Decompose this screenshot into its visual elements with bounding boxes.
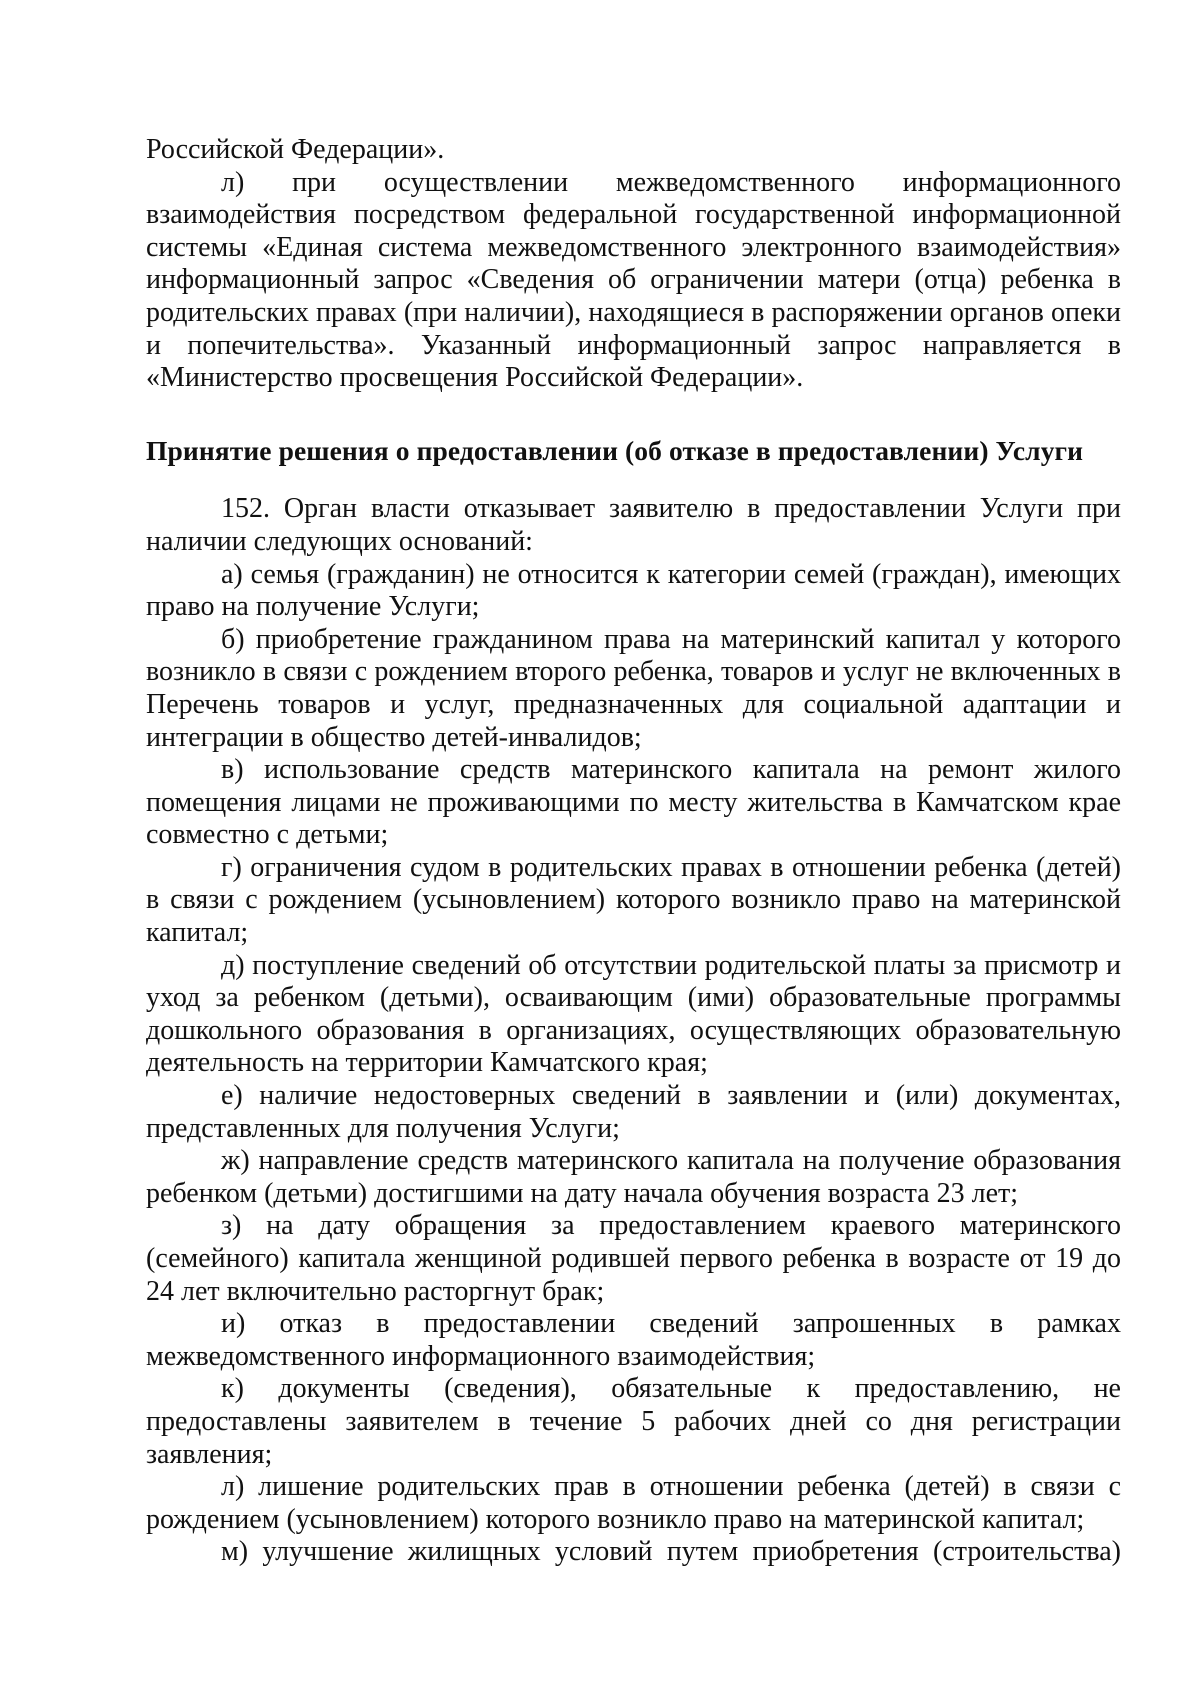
list-item-m: м) улучшение жилищных условий путем приобретения (строительства) (221, 1536, 1121, 1568)
paragraph-152: 152. Орган власти отказывает заявителю в предоставлении Услуги при наличии следующих оснований: (146, 493, 1121, 557)
list-item-e: е) наличие недостоверных сведений в заявлении и (или) документах, представленных для получения Услуги; (146, 1080, 1121, 1144)
continuation-line: Российской Федерации». (146, 134, 445, 165)
list-item-l-prev: л) при осуществлении межведомственного информационного взаимодействия посредством федеральной государственной информационной системы «Единая система межведомственного электронного взаимодействия» информационный запрос «Сведения об ограничении матери (отца) ребенка в родительских правах (при наличии), находящиеся в распоряжении органов опеки и попечительства». Указанный информационный запрос направляется в «Министерство просвещения Российской Федерации». (146, 166, 1121, 394)
list-item-i: и) отказ в предоставлении сведений запрошенных в рамках межведомственного информационного взаимодействия; (146, 1308, 1121, 1372)
list-item-v: в) использование средств материнского капитала на ремонт жилого помещения лицами не проживающими по месту жительства в Камчатском крае совместно с детьми; (146, 754, 1121, 851)
list-item-b: б) приобретение гражданином права на материнский капитал у которого возникло в связи с рождением второго ребенка, товаров и услуг не включенных в Перечень товаров и услуг, предназначенных для социальной адаптации и интеграции в общество детей-инвалидов; (146, 623, 1121, 753)
document-page (146, 134, 1121, 1569)
list-item-k: к) документы (сведения), обязательные к предоставлению, не предоставлены заявителем в течение 5 рабочих дней со дня регистрации заявления; (146, 1373, 1121, 1470)
list-item-a: а) семья (гражданин) не относится к категории семей (граждан), имеющих право на получение Услуги; (146, 558, 1121, 623)
list-item-zh: ж) направление средств материнского капитала на получение образования ребенком (детьми) достигшими на дату начала обучения возраста 23 лет; (146, 1145, 1121, 1209)
list-item-d: д) поступление сведений об отсутствии родительской платы за присмотр и уход за ребенком (детьми), осваивающим (ими) образовательные программы дошкольного образования в организациях, осуществляющих образовательную деятельность на территории Камчатского края; (146, 949, 1121, 1079)
section-heading: Принятие решения о предоставлении (об отказе в предоставлении) Услуги (146, 434, 1084, 466)
list-item-g: г) ограничения судом в родительских правах в отношении ребенка (детей) в связи с рождением (усыновлением) которого возникло право на материнской капитал; (146, 851, 1121, 949)
list-item-z: з) на дату обращения за предоставлением краевого материнского (семейного) капитала женщиной родившей первого ребенка в возрасте от 19 до 24 лет включительно расторгнут брак; (146, 1210, 1121, 1307)
list-item-l: л) лишение родительских прав в отношении ребенка (детей) в связи с рождением (усыновлением) которого возникло право на материнской капитал; (146, 1471, 1121, 1535)
